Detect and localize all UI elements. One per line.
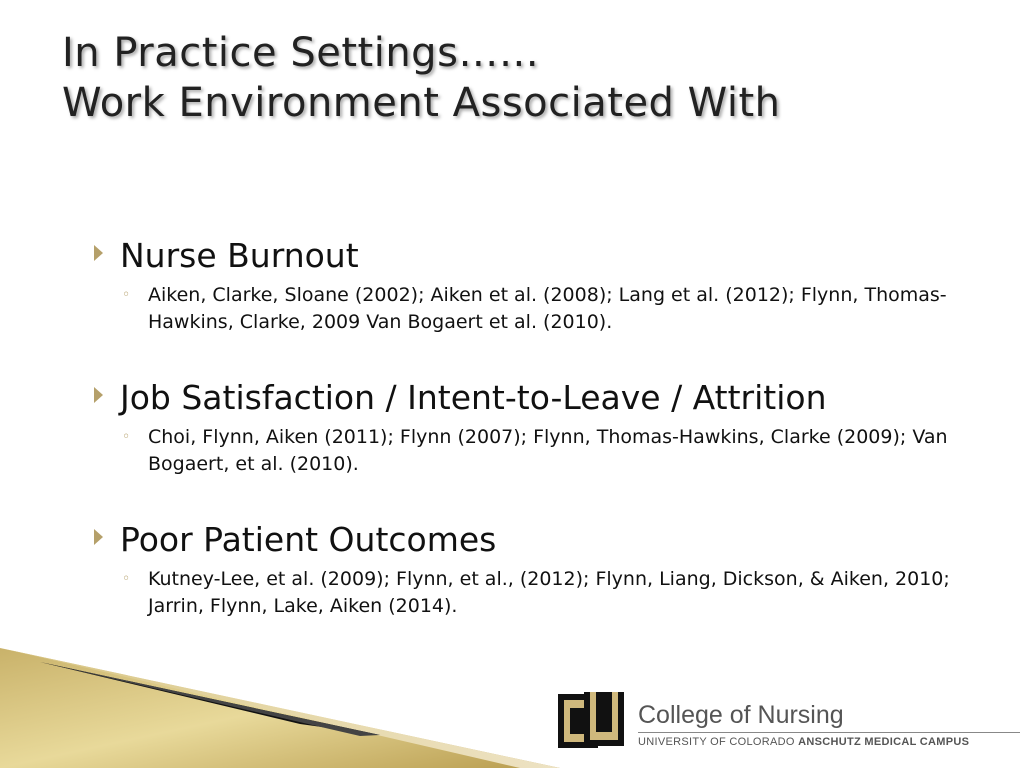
logo-subtitle-right: ANSCHUTZ MEDICAL CAMPUS — [798, 736, 970, 748]
citation-text: Kutney-Lee, et al. (2009); Flynn, et al., (2012); Flynn, Liang, Dickson, & Aiken, 2010; Jarrin, Flynn, Lake, Aiken (2014). — [148, 568, 950, 617]
bullet-item — [92, 234, 992, 336]
citation-text: Choi, Flynn, Aiken (2011); Flynn (2007); Flynn, Thomas-Hawkins, Clarke (2009); Van Bogaert, et al. (2010). — [148, 426, 948, 475]
logo-divider — [638, 732, 1020, 733]
sub-bullet — [122, 282, 988, 336]
bullet-label: Job Satisfaction / Intent-to-Leave / Attrition — [120, 378, 827, 417]
bullet-item — [92, 376, 992, 478]
bullet-item — [92, 518, 992, 620]
logo-subtitle — [638, 736, 969, 748]
citation-text: Aiken, Clarke, Sloane (2002); Aiken et al. (2008); Lang et al. (2012); Flynn, Thomas-Hawkins, Clarke, 2009 Van Bogaert et al. (2010). — [148, 284, 947, 333]
circle-bullet-icon: ◦ — [122, 287, 131, 303]
slide-title — [62, 28, 1002, 128]
logo-title: College of Nursing — [638, 701, 844, 729]
arrow-bullet-icon — [94, 245, 103, 261]
slide-title-line-1: In Practice Settings…… — [62, 30, 540, 76]
decorative-swoosh — [0, 640, 1024, 768]
slide-title-line-2: Work Environment Associated With — [62, 80, 781, 126]
cu-logo-icon — [556, 686, 626, 756]
logo-subtitle-left: UNIVERSITY OF COLORADO — [638, 736, 799, 748]
college-logo-text — [638, 700, 970, 748]
circle-bullet-icon: ◦ — [122, 571, 131, 587]
arrow-bullet-icon — [94, 387, 103, 403]
bullet-list — [92, 234, 992, 620]
bullet-label: Nurse Burnout — [120, 236, 359, 275]
bullet-label: Poor Patient Outcomes — [120, 520, 497, 559]
sub-bullet — [122, 424, 988, 478]
sub-bullet — [122, 566, 988, 620]
circle-bullet-icon: ◦ — [122, 429, 131, 445]
arrow-bullet-icon — [94, 529, 103, 545]
